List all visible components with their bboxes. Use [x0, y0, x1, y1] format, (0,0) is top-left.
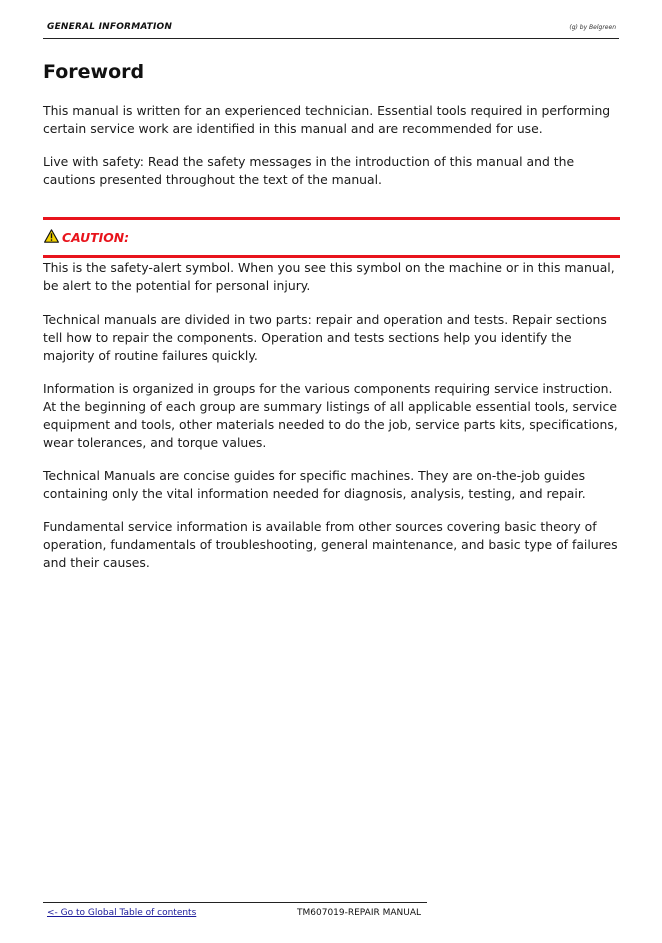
caution-banner [43, 217, 620, 258]
information-groups-paragraph: Information is organized in groups for the various components requiring service instruction. At the beginning of each group are summary listings of all applicable essential tools, service equipment and tools, other materials needed to do the job, service parts kits, specifications, wear tolerances, and torque values. [43, 381, 618, 450]
warning-triangle-icon [44, 229, 59, 243]
caution-top-rule [43, 217, 620, 220]
intro-paragraph-2: Live with safety: Read the safety messages in the introduction of this manual and the cautions presented throughout the text of the manual. [43, 154, 575, 187]
technical-manuals-paragraph: Technical Manuals are concise guides for specific machines. They are on-the-job guides containing only the vital information needed for diagnosis, analysis, testing, and repair. [43, 468, 586, 501]
manual-parts-paragraph: Technical manuals are divided in two parts: repair and operation and tests. Repair sections tell how to repair the components. Operation and tests sections help you identify the majority of routine failures quickly. [43, 312, 607, 363]
manual-id: TM607019-REPAIR MANUAL [297, 908, 421, 918]
page-title: Foreword [43, 61, 145, 83]
intro-paragraph-1: This manual is written for an experienced technician. Essential tools required in performing certain service work are identified in this manual and are recommended for use. [43, 103, 611, 136]
safety-alert-paragraph: This is the safety-alert symbol. When you see this symbol on the machine or in this manual, be alert to the potential for personal injury. [43, 260, 615, 293]
section-title: GENERAL INFORMATION [47, 22, 173, 32]
global-toc-link[interactable]: <- Go to Global Table of contents [47, 908, 197, 918]
page-header [43, 20, 619, 39]
caution-label: CAUTION: [62, 230, 130, 245]
header-credit: (g) by Belgreen [569, 24, 616, 31]
page-footer [43, 902, 427, 923]
fundamental-info-paragraph: Fundamental service information is available from other sources covering basic theory of operation, fundamentals of troubleshooting, general maintenance, and basic type of failures and their causes. [43, 519, 618, 570]
caution-bottom-rule [43, 255, 620, 258]
